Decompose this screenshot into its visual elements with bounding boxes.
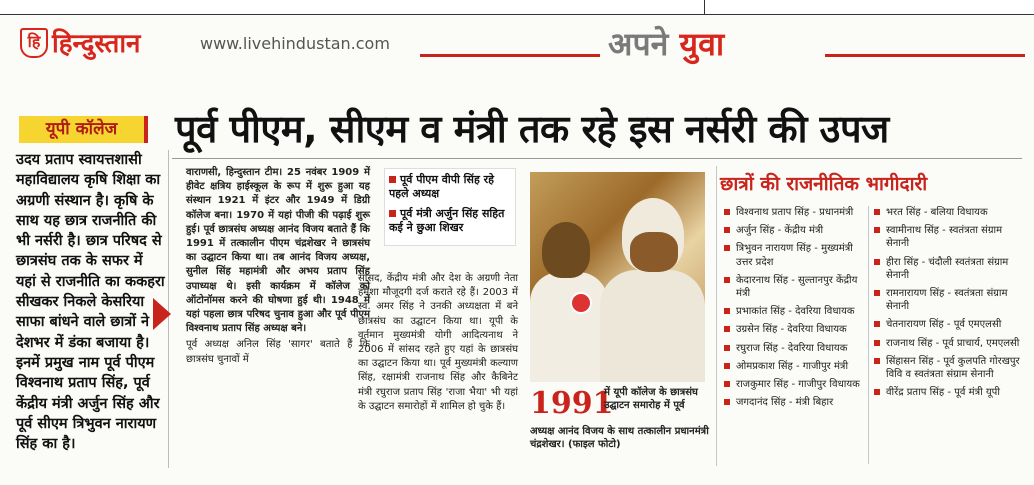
list-item: भरत सिंह - बलिया विधायक — [874, 206, 1024, 219]
bullet-square-icon — [874, 259, 880, 265]
brand-logo-icon: हि — [20, 28, 48, 58]
bullet-square-icon — [724, 345, 730, 351]
list-item: चेतनारायण सिंह - पूर्व एमएलसी — [874, 318, 1024, 331]
list-item: रघुराज सिंह - देवरिया विधायक — [724, 342, 864, 355]
bullet-square-icon — [724, 209, 730, 215]
list-item: ओमप्रकाश सिंह - गाजीपुर मंत्री — [724, 360, 864, 373]
sidebar-list-right — [874, 206, 1024, 404]
sidebar-title: छात्रों की राजनीतिक भागीदारी — [720, 173, 928, 195]
list-item: अर्जुन सिंह - केंद्रीय मंत्री — [724, 224, 864, 237]
photo-figure-left-head — [542, 222, 590, 278]
list-item: केदारनाथ सिंह - सुल्तानपुर केंद्रीय मंत्री — [724, 274, 864, 300]
bullet-square-icon — [874, 227, 880, 233]
photo-figure-left — [530, 272, 608, 382]
kicker-label: यूपी कॉलेज — [19, 116, 148, 143]
bullet-square-icon — [874, 340, 880, 346]
photo-year: 1991 — [530, 386, 614, 421]
bullet-square-icon — [874, 209, 880, 215]
archive-photo — [530, 172, 705, 382]
site-url: www.livehindustan.com — [200, 34, 390, 53]
article-paragraph: पूर्व अध्यक्ष अनिल सिंह 'सागर' बताते हैं कि छात्रसंघ चुनावों में — [186, 339, 370, 365]
pull-quote: पूर्व पीएम वीपी सिंह रहे पहले अध्यक्ष — [389, 173, 494, 200]
headline-rule — [172, 158, 1022, 159]
list-item: सिंहासन सिंह - पूर्व कुलपति गोरखपुर विवि व स्वतंत्रता संग्राम सेनानी — [874, 355, 1024, 381]
article-column-1 — [186, 166, 370, 369]
bullet-square-icon — [724, 308, 730, 314]
masthead-rule-right — [825, 54, 1025, 57]
list-item: हीरा सिंह - चंदौली स्वतंत्रता संग्राम सेनानी — [874, 256, 1024, 282]
section-title — [608, 22, 724, 65]
top-strip-divider — [704, 0, 705, 14]
bullet-square-icon — [724, 363, 730, 369]
list-item: विश्वनाथ प्रताप सिंह - प्रधानमंत्री — [724, 206, 864, 219]
masthead-rule-left — [420, 54, 600, 57]
masthead — [0, 14, 1034, 72]
bullet-square-icon — [724, 227, 730, 233]
arrow-pointer-icon — [153, 298, 171, 330]
list-item: जगदानंद सिंह - मंत्री बिहार — [724, 396, 864, 409]
bullet-square-icon — [724, 277, 730, 283]
photo-figure-right — [600, 270, 705, 382]
sidebar-divider — [716, 166, 717, 466]
list-item: रामनारायण सिंह - स्वतंत्रता संग्राम सेनानी — [874, 287, 1024, 313]
list-item: उग्रसेन सिंह - देवरिया विधायक — [724, 323, 864, 336]
bullet-square-icon — [874, 358, 880, 364]
bullet-square-icon — [724, 326, 730, 332]
list-item: प्रभाकांत सिंह - देवरिया विधायक — [724, 305, 864, 318]
photo-caption-continued: अध्यक्ष आनंद विजय के साथ तत्कालीन प्रधानमंत्री चंद्रशेखर। (फाइल फोटो) — [530, 426, 709, 450]
bullet-square-icon — [724, 381, 730, 387]
bullet-square-icon — [874, 321, 880, 327]
top-strip — [0, 0, 1034, 15]
pull-quote-box — [384, 168, 516, 246]
list-item: राजकुमार सिंह - गाजीपुर विधायक — [724, 378, 864, 391]
article-column-2: सांसद, केंद्रीय मंत्री और देश के अग्रणी नेता हमेशा मौजूदगी दर्ज कराते रहे हैं। 2003 में स्व. अमर सिंह ने उनकी अध्यक्षता में बने छात्रसंघ का उद्घाटन किया था। यूपी के वर्तमान मुख्यमंत्री योगी आदित्यनाथ ने 2006 में सांसद रहते हुए यहां के छात्रसंघ का उद्घाटन किया था। पूर्व मुख्यमंत्री कल्याण सिंह, रक्षामंत्री राजनाथ सिंह और कैबिनेट मंत्री रघुराज प्रताप सिंह 'राजा भैया' भी यहां के उद्घाटन समारोहों में शामिल हो चुके हैं। — [358, 273, 518, 412]
list-item: राजनाथ सिंह - पूर्व प्राचार्य, एमएलसी — [874, 337, 1024, 350]
article-paragraph: वाराणसी, हिन्दुस्तान टीम। 25 नवंबर 1909 में हीवेट क्षत्रिय हाईस्कूल के रूप में शुरू हुआ यह संस्थान 1921 में इंटर और 1949 में डिग्री कॉलेज बना। 1970 में यहां पीजी की पढ़ाई शुरू हुई। पूर्व छात्रसंघ अध्यक्ष आनंद विजय बताते हैं कि 1991 में तत्कालीन पीएम चंद्रशेखर ने छात्रसंघ का उद्घाटन किया था। तब आनंद विजय अध्यक्ष, सुनील सिंह महामंत्री और अभय प्रताप सिंह उपाध्यक्ष थे। इसी कार्यक्रम में कॉलेज को ऑटोनॉमस करने की घोषणा हुई थी। 1948 में यहां पहला छात्र परिषद चुनाव हुआ और पूर्व पीएम विश्वनाथ प्रताप सिंह अध्यक्ष बने। — [186, 167, 370, 335]
section-accent: युवा — [679, 25, 725, 63]
sidebar-list-divider — [868, 206, 869, 464]
bullet-square-icon — [874, 389, 880, 395]
intro-text: उदय प्रताप स्वायत्तशासी महाविद्यालय कृषि शिक्षा का अग्रणी संस्थान है। कृषि के साथ यह छात्र राजनीति की भी नर्सरी है। छात्र परिषद से छात्रसंघ तक के सफर में यहां से राजनीति का ककहरा सीखकर निकले केसरिया साफा बांधने वाले छात्रों ने देशभर में डंका बजाया है। इनमें प्रमुख नाम पूर्व पीएम विश्वनाथ प्रताप सिंह, पूर्व केंद्रीय मंत्री अर्जुन सिंह और पूर्व सीएम त्रिभुवन नारायण सिंह का है। — [16, 152, 165, 453]
pull-quote: पूर्व मंत्री अर्जुन सिंह सहित कई ने छुआ शिखर — [389, 207, 505, 234]
list-item: वीरेंद्र प्रताप सिंह - पूर्व मंत्री यूपी — [874, 386, 1024, 399]
bullet-square-icon — [724, 245, 730, 251]
bullet-square-icon — [874, 290, 880, 296]
sidebar-list-left — [724, 206, 864, 414]
photo-figure-right-face — [630, 232, 678, 272]
list-item: स्वामीनाथ सिंह - स्वतंत्रता संग्राम सेनानी — [874, 224, 1024, 250]
photo-badge — [570, 292, 592, 314]
list-item: त्रिभुवन नारायण सिंह - मुख्यमंत्री उत्तर प्रदेश — [724, 242, 864, 268]
brand-name: हिन्दुस्तान — [52, 29, 141, 59]
photo-caption: में यूपी कॉलेज के छात्रसंघ उद्घाटन समारोह में पूर्व — [604, 387, 698, 411]
bullet-square-icon — [389, 210, 396, 217]
headline: पूर्व पीएम, सीएम व मंत्री तक रहे इस नर्सरी की उपज — [175, 107, 889, 151]
section-prefix: अपने — [608, 25, 669, 63]
bullet-square-icon — [724, 399, 730, 405]
bullet-square-icon — [389, 176, 396, 183]
